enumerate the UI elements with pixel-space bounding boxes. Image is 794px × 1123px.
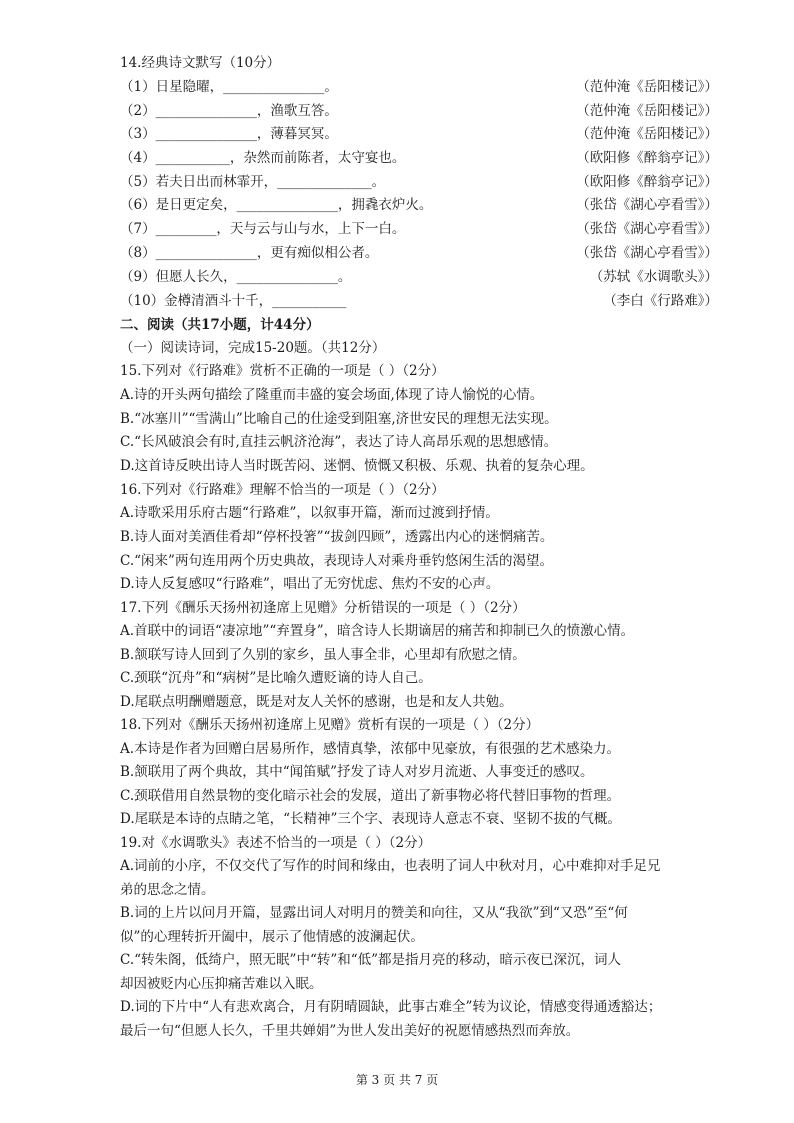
page-number: 第 3 页 共 7 页 <box>355 1073 439 1087</box>
section-heading: 二、阅读（共17小题，计44分） <box>120 317 320 333</box>
q14-item-source: （欧阳修《醉翁亭记》） <box>576 174 718 190</box>
q18-option: A.本诗是作者为回赠白居易所作，感情真挚，浓郁中见豪放，有很强的艺术感染力。 <box>120 741 621 757</box>
q16-option: B.诗人面对美酒佳肴却“停杯投箸”“拔剑四顾”，透露出内心的迷惘痛苦。 <box>120 529 554 545</box>
q19-line: D.词的下片中“人有悲欢离合，月有阴晴圆缺，此事古难全”转为议论，情感变得通透豁达； <box>120 999 662 1015</box>
q14-item-source: （范仲淹《岳阳楼记》） <box>576 126 718 142</box>
q15-stem: 15.下列对《行路难》赏析不正确的一项是（ ）（2分） <box>120 363 445 379</box>
q14-item-text: （2）_______________，渔歌互答。 <box>120 103 338 119</box>
q14-item-source: （范仲淹《岳阳楼记》） <box>576 103 718 119</box>
q17-option: B.颔联写诗人回到了久别的家乡，虽人事全非，心里却有欣慰之情。 <box>120 647 526 663</box>
q18-option: C.颈联借用自然景物的变化暗示社会的发展，道出了新事物必将代替旧事物的哲理。 <box>120 788 621 804</box>
q17-option: D.尾联点明酬赠题意，既是对友人关怀的感谢，也是和友人共勉。 <box>120 694 513 710</box>
q14-item <box>120 125 718 143</box>
q14-item-source: （张岱《湖心亭看雪》） <box>576 221 718 237</box>
q16-option: C.“闲来”两句连用两个历史典故，表现诗人对乘舟垂钓悠闲生活的渴望。 <box>120 553 553 569</box>
q19-line: 弟的思念之情。 <box>120 882 215 898</box>
q17-option: A.首联中的词语“凄凉地”“弃置身”，暗含诗人长期谪居的痛苦和抑制已久的愤激心情。 <box>120 623 635 639</box>
q19-line: 似”的心理转折开阖中，展示了他情感的波澜起伏。 <box>120 929 424 945</box>
q14-item-text: （10）金樽清酒斗十千，___________ <box>120 293 347 309</box>
q14-item-text: （7）_________，天与云与山与水，上下一白。 <box>120 221 406 237</box>
q19-stem: 19.对《水调歌头》表述不恰当的一项是（ ）（2分） <box>120 835 432 851</box>
q14-item <box>120 149 718 167</box>
q14-item-source: （张岱《湖心亭看雪》） <box>576 197 718 213</box>
q14-item-source: （张岱《湖心亭看雪》） <box>576 245 718 261</box>
q17-stem: 17.下列《酬乐天扬州初逢席上见赠》分析错误的一项是（ ）（2分） <box>120 600 526 616</box>
q14-item <box>120 268 718 286</box>
q14-item <box>120 220 718 238</box>
q17-option: C.颈联“沉舟”和“病树”是比喻久遭贬谪的诗人自己。 <box>120 670 432 686</box>
q14-item <box>120 173 718 191</box>
q19-line: B.词的上片以问月开篇，显露出词人对明月的赞美和向往，又从“我欲”到“又恐”至“何 <box>120 905 628 921</box>
q14-item-text: （5）若夫日出而林霏开，______________。 <box>120 174 386 190</box>
q14-item-source: （苏轼《水调歌头》） <box>589 269 718 285</box>
q14-item-source: （李白《行路难》） <box>603 293 718 309</box>
q15-option: A.诗的开头两句描绘了隆重而丰盛的宴会场面,体现了诗人愉悦的心情。 <box>120 387 544 403</box>
q15-option: D.这首诗反映出诗人当时既苦闷、迷惘、愤慨又积极、乐观、执着的复杂心理。 <box>120 458 594 474</box>
q14-item-source: （范仲淹《岳阳楼记》） <box>576 79 718 95</box>
q19-line: 却因被贬内心压抑痛苦难以入眠。 <box>120 976 323 992</box>
q14-item-text: （6）是日更定矣，_______________，拥毳衣炉火。 <box>120 197 433 213</box>
section-subheading: （一）阅读诗词，完成15-20题。（共12分） <box>120 340 386 356</box>
q18-option: D.尾联是本诗的点睛之笔，“长精神”三个字、表现诗人意志不衰、坚韧不拔的气概。 <box>120 811 621 827</box>
q14-item-text: （1）日星隐曜，_______________。 <box>120 79 338 95</box>
q14-item <box>120 292 718 310</box>
q16-option: A.诗歌采用乐府古题“行路难”，以叙事开篇，渐而过渡到抒情。 <box>120 505 499 521</box>
q18-stem: 18.下列对《酬乐天扬州初逢席上见赠》赏析有误的一项是（ ）（2分） <box>120 717 540 733</box>
q14-item-text: （9）但愿人长久，_______________。 <box>120 269 352 285</box>
q15-option: B.“冰塞川”“雪满山”比喻自己的仕途受到阻塞,济世安民的理想无法实现。 <box>120 411 558 427</box>
q19-line: C.“转朱阁，低绮户，照无眠”中“转”和“低”都是指月亮的移动，暗示夜已深沉，词人 <box>120 952 622 968</box>
q14-item-text: （3）_______________，薄暮冥冥。 <box>120 126 338 142</box>
q14-item <box>120 102 718 120</box>
q19-line: A.词前的小序，不仅交代了写作的时间和缘由，也表明了词人中秋对月，心中难抑对手足兄 <box>120 858 661 874</box>
q14-item-source: （欧阳修《醉翁亭记》） <box>576 150 718 166</box>
q14-item-text: （8）_______________，更有痴似相公者。 <box>120 245 379 261</box>
q16-stem: 16.下列对《行路难》理解不恰当的一项是（ ）（2分） <box>120 482 445 498</box>
q14-item-text: （4）___________，杂然而前陈者，太守宴也。 <box>120 150 406 166</box>
q14-item <box>120 244 718 262</box>
q19-line: 最后一句“但愿人长久，千里共婵娟”为世人发出美好的祝愿情感热烈而奔放。 <box>120 1023 580 1039</box>
q15-option: C.“长风破浪会有时,直挂云帆济沧海”，表达了诗人高昂乐观的思想感情。 <box>120 434 558 450</box>
q14-item <box>120 196 718 214</box>
q16-option: D.诗人反复感叹“行路难”，唱出了无穷忧虑、焦灼不安的心声。 <box>120 576 500 592</box>
q14-heading: 14.经典诗文默写（10分） <box>120 55 281 71</box>
q18-option: B.颔联用了两个典故，其中“闻笛赋”抒发了诗人对岁月流逝、人事变迁的感叹。 <box>120 764 594 780</box>
q14-item <box>120 78 718 96</box>
